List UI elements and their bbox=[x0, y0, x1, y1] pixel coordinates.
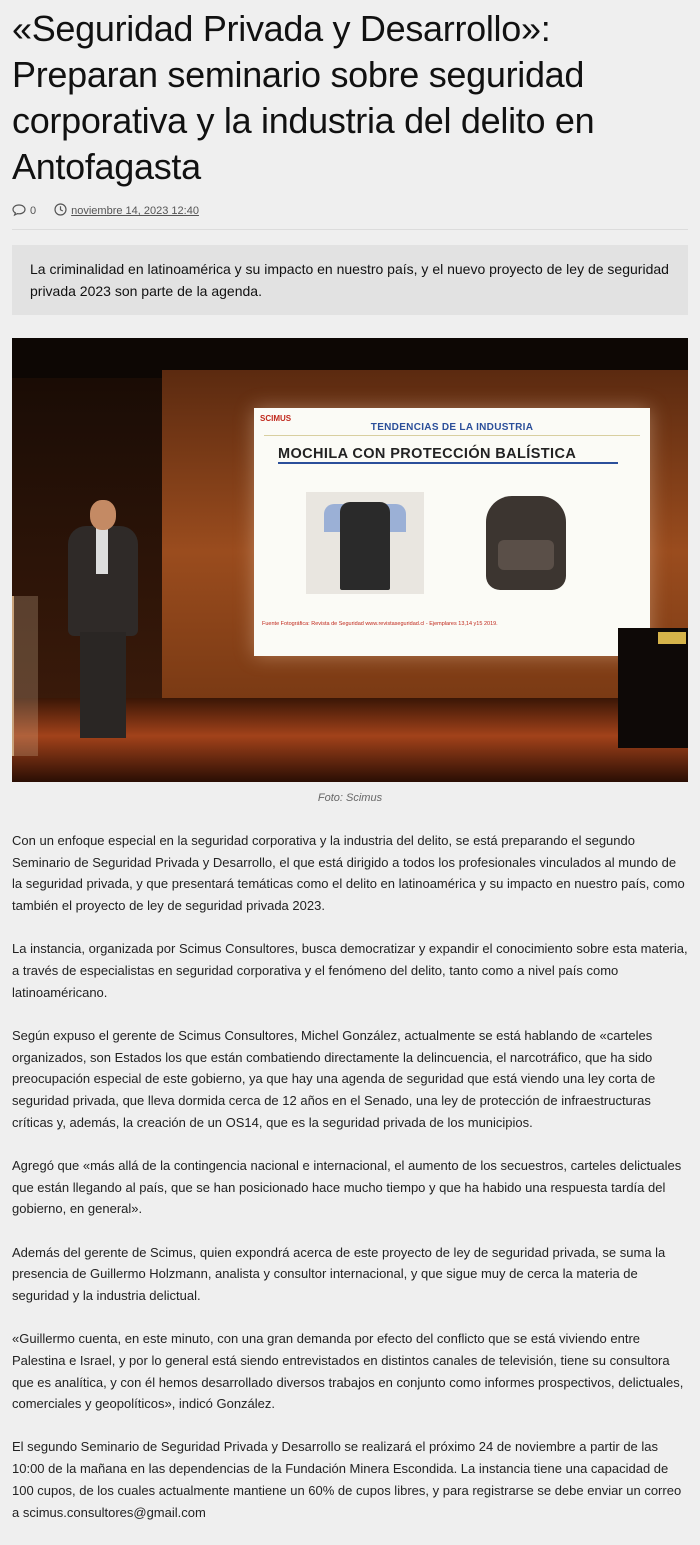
article-lead: La criminalidad en latinoamérica y su impacto en nuestro país, y el nuevo proyecto de ley de seguridad privada 2023 son parte de la agenda. bbox=[12, 245, 688, 315]
article-title: «Seguridad Privada y Desarrollo»: Preparan seminario sobre seguridad corporativa y la industria del delito en Antofagasta bbox=[12, 8, 595, 187]
slide-subtitle: TENDENCIAS DE LA INDUSTRIA bbox=[264, 422, 640, 436]
article-meta bbox=[12, 204, 688, 218]
slide-vest-image bbox=[306, 492, 424, 594]
speaker-shirt bbox=[96, 528, 108, 574]
stand-sign bbox=[658, 632, 686, 644]
slide-logo: SCIMUS bbox=[260, 414, 292, 423]
date-link[interactable] bbox=[54, 203, 199, 219]
article-body bbox=[12, 830, 688, 1523]
vest-body bbox=[340, 502, 390, 590]
photo-caption: Foto: Scimus bbox=[317, 792, 383, 804]
paragraph: Agregó que «más allá de la contingencia nacional e internacional, el aumento de los secuestros, carteles delictuales que están llegando al país, que se han posicionado hace mucho tiempo y que ha habido una respuesta tardía del gobierno, en general». bbox=[12, 1157, 682, 1217]
comments-link[interactable] bbox=[12, 204, 36, 219]
slide-source: Fuente Fotográfica: Revista de Seguridad www.revistaseguridad.cl - Ejemplares 13,14 y15 2019. bbox=[262, 621, 498, 627]
article-photo[interactable] bbox=[12, 338, 688, 782]
photo-speaker bbox=[58, 500, 154, 750]
backpack-pocket bbox=[498, 540, 554, 570]
paragraph: Además del gerente de Scimus, quien expondrá acerca de este proyecto de ley de seguridad privada, se suma la presencia de Guillermo Holzmann, analista y consultor internacional, y que sigue muy de cerca la materia de seguridad y la industria delictual. bbox=[12, 1244, 666, 1303]
paragraph: La instancia, organizada por Scimus Consultores, busca democratizar y expandir el conocimiento sobre esta materia, a través de especialistas en seguridad corporativa y el fenómeno del delito, tanto como a nivel país como latinoaméricano. bbox=[12, 941, 688, 1000]
paragraph: Según expuso el gerente de Scimus Consultores, Michel González, actualmente se está hablando de «carteles organizados, son Estados los que están combatiendo directamente la delincuencia, el narcotráfico, que ha sido preocupación especial de este gobierno, ya que hay una agenda de seguridad que está viendo una ley corta de seguridad privada, que lleva dormida cerca de 12 años en el Senado, una ley de protección de infraestructuras críticas y, además, la creación de un OS14, que es la seguridad privada de los municipios. bbox=[12, 1027, 656, 1130]
article bbox=[12, 0, 688, 1545]
photo-podium bbox=[12, 596, 38, 756]
photo-stand bbox=[618, 628, 688, 748]
publish-date: noviembre 14, 2023 12:40 bbox=[71, 205, 199, 217]
speaker-legs bbox=[80, 632, 126, 738]
slide-title: MOCHILA CON PROTECCIÓN BALÍSTICA bbox=[278, 446, 618, 464]
paragraph: El segundo Seminario de Seguridad Privada y Desarrollo se realizará el próximo 24 de noviembre a partir de las 10:00 de la mañana en las dependencias de la Fundación Minera Escondida. La instancia tiene una capacidad de 100 cupos, de los cuales actualmente mantiene un 60% de cupos libres, y para registrarse se debe enviar un correo a scimus.consultores@gmail.com bbox=[12, 1439, 682, 1520]
comment-icon bbox=[12, 204, 26, 219]
paragraph: Con un enfoque especial en la seguridad corporativa y la industria del delito, se está preparando el segundo Seminario de Seguridad Privada y Desarrollo, el que está dirigido a todos los profesionales vinculados al mundo de la seguridad privada, y que presentará temáticas como el delito en latinoamérica y su impacto en nuestro país, como también el proyecto de ley de seguridad privada 2023. bbox=[12, 833, 685, 914]
meta-divider bbox=[12, 229, 688, 230]
speaker-head bbox=[90, 500, 116, 530]
comments-count: 0 bbox=[30, 205, 37, 217]
slide-backpack-image bbox=[472, 492, 584, 600]
paragraph: «Guillermo cuenta, en este minuto, con una gran demanda por efecto del conflicto que se está viviendo entre Palestina e Israel, y por lo general está siendo entrevistados en distintos canales de televisión, tiene su consultora que es analítica, y con él hemos desarrollado diversos trabajos en conjunto como informes prospectivos, delictuales, comerciales y geopolíticos», indicó González. bbox=[12, 1331, 684, 1412]
clock-icon bbox=[54, 203, 67, 219]
projection-screen bbox=[254, 408, 650, 656]
